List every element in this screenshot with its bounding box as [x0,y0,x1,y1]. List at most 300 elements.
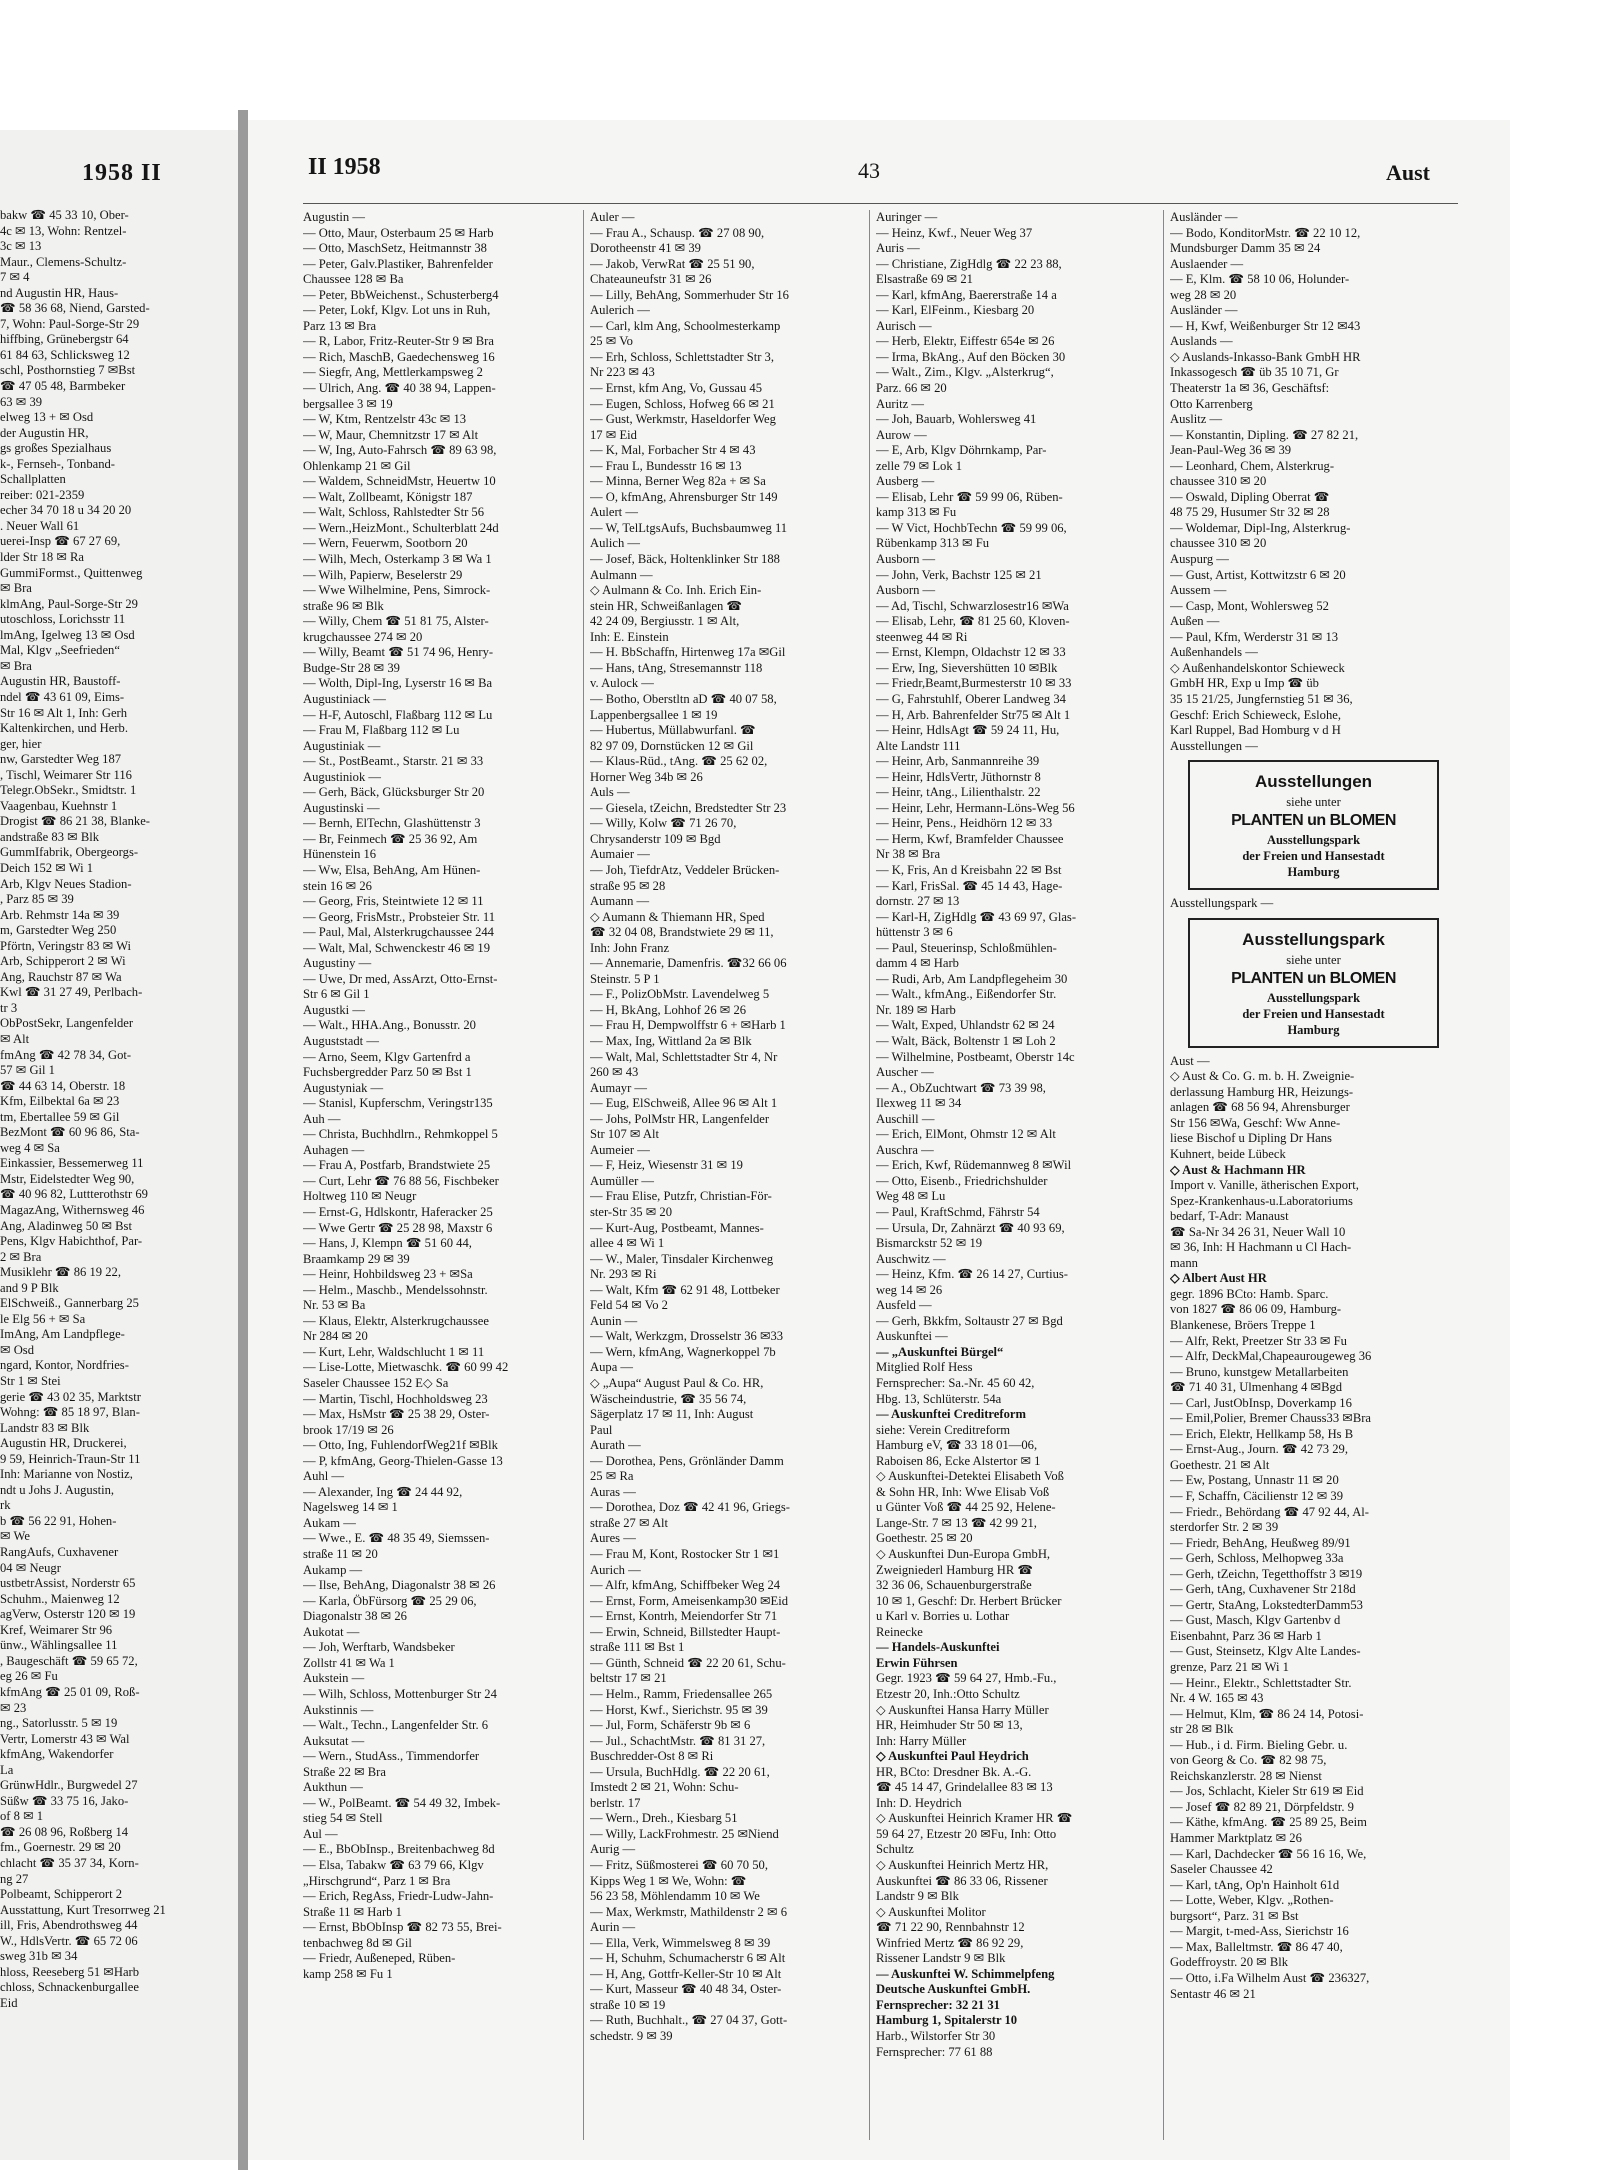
left-page-line: Polbeamt, Schipperort 2 [0,1887,123,1902]
directory-entry-line: Bismarckstr 52 ✉ 19 [876,1236,983,1251]
surname-heading: Aulmann — [590,567,653,582]
directory-entry-line: — Paul, Kfm, Werderstr 31 ✉ 13 [1170,629,1339,644]
directory-entry-line: — Bodo, KonditorMstr. ☎ 22 10 12, [1170,225,1361,240]
directory-entry-line: — F, Schaffn, Cäcilienstr 12 ✉ 39 [1170,1489,1344,1503]
directory-entry-line: Chrysanderstr 109 ✉ Bgd [590,831,721,846]
directory-entry-line: Nr. 189 ✉ Harb [876,1002,956,1017]
directory-entry-line: Buschredder-Ost 8 ✉ Ri [590,1749,714,1764]
directory-entry-line: — Stanisl, Kupferschm, Veringstr135 [303,1096,493,1111]
running-head: Aust [1386,160,1431,185]
directory-entry-line: steenweg 44 ✉ Ri [876,629,968,644]
directory-entry-line: von 1827 ☎ 86 06 09, Hamburg- [1170,1302,1342,1317]
notice-sub: Ausstellungspark [1266,833,1361,848]
surname-heading: Aumüller — [590,1173,655,1188]
directory-entry-line: von Georg & Co. ☎ 82 98 75, [1170,1753,1327,1768]
left-page-line: , Tischl, Weimarer Str 116 [0,767,132,782]
directory-entry-line: — Alfr, kfmAng, Schiffbeker Weg 24 [590,1578,781,1593]
left-page-line: echer 34 70 18 u 34 20 20 [0,503,132,518]
directory-entry-line: — F., PolizObMstr. Lavendelweg 5 [590,987,770,1002]
directory-entry-line: ☎ 71 40 31, Ulmenhang 4 ✉Bgd [1170,1380,1343,1395]
left-page-line: ndel ☎ 43 61 09, Eims- [0,689,125,704]
surname-heading: Auras — [590,1484,636,1499]
directory-entry-line: — W., PolBeamt. ☎ 54 49 32, Imbek- [303,1795,501,1810]
column-divider [583,210,584,2140]
directory-entry-line: Schultz [876,1842,914,1857]
directory-entry-line: — Botho, Oberstltn aD ☎ 40 07 58, [590,691,777,706]
directory-entry-line: kamp 258 ✉ Fu 1 [303,1966,393,1981]
column-divider [869,210,870,2140]
directory-entry-line: 35 15 21/25, Jungfernstieg 51 ✉ 36, [1170,691,1353,706]
directory-entry-line: — Gust, Steinsetz, Klgv Alte Landes- [1170,1644,1361,1659]
directory-entry-line: — Herb, Elektr, Eiffestr 654e ✉ 26 [876,334,1055,349]
directory-entry-line: — Erich, ElMont, Ohmstr 12 ✉ Alt [876,1127,1056,1142]
surname-heading: Auris — [876,241,920,256]
directory-entry-line: ◇ Auskunftei Molitor [876,1904,986,1919]
directory-entry-line: — Willy, Beamt ☎ 51 74 96, Henry- [303,645,494,660]
directory-entry-line: — Helm., Maschb., Mendelssohnstr. [303,1282,488,1297]
directory-entry-line: — Auskunftei Creditreform [876,1407,1026,1422]
left-page-line: RangAufs, Cuxhavener [0,1545,119,1560]
directory-entry-line: — Gertr, StaAng, LokstedterDamm53 [1170,1597,1363,1612]
left-page-line: ndt u Johs J. Augustin, [0,1482,115,1497]
directory-entry-line: Fernsprecher: 32 21 31 [876,1997,1000,2012]
directory-entry-line: ◇ Auskunftei Hansa Harry Müller [876,1702,1049,1717]
directory-entry-line: — Walt, Werkzgm, Drosselstr 36 ✉33 [590,1329,784,1344]
directory-entry-line: Fernsprecher: 77 61 88 [876,2044,993,2059]
directory-entry-line: — Walt, Mal, Schwenckestr 46 ✉ 19 [303,940,490,955]
directory-entry-line: Karl Ruppel, Bad Homburg v d H [1170,723,1341,738]
left-page-line: chloss, Schnackenburgallee [0,1980,139,1995]
directory-entry-line: Mundsburger Damm 35 ✉ 24 [1170,241,1321,256]
directory-entry-line: — Josef ☎ 82 89 21, Dörpfeldstr. 9 [1170,1799,1354,1814]
left-page-line: ger, hier [0,736,42,751]
directory-entry-line: Saseler Chaussee 42 [1170,1862,1273,1877]
directory-entry-line: Feld 54 ✉ Vo 2 [590,1298,668,1313]
directory-entry-line: — Wilhelmine, Postbeamt, Oberstr 14c [876,1049,1075,1064]
left-page-line: 7, Wohn: Paul-Sorge-Str 29 [0,316,140,331]
surname-heading: Augustiniok — [303,769,382,784]
surname-heading: Auler — [590,210,635,224]
directory-entry-line: — E, Arb, Klgv Döhrnkamp, Par- [876,443,1047,458]
directory-entry-line: — Peter, Lokf, Klgv. Lot uns in Ruh, [303,303,491,318]
left-page-line: weg 4 ✉ Sa [0,1140,60,1155]
directory-entry-line: — Ew, Postang, Unnastr 11 ✉ 20 [1170,1473,1339,1488]
directory-entry-line: Imstedt 2 ✉ 21, Wohn: Schu- [590,1780,739,1795]
left-page-line: 63 ✉ 39 [0,394,43,409]
directory-entry-line: 10 ✉ 1, Geschf: Dr. Herbert Brücker [876,1593,1062,1608]
directory-entry-line: — Walt, Exped, Uhlandstr 62 ✉ 24 [876,1018,1055,1033]
surname-heading: Augustiniack — [303,691,386,706]
left-page-line: eg 26 ✉ Fu [0,1669,58,1684]
directory-entry-line: — Frau Elise, Putzfr, Christian-För- [590,1189,772,1204]
directory-entry-line: Gegr. 1923 ☎ 59 64 27, Hmb.-Fu., [876,1671,1057,1686]
left-page-line: Kwl ☎ 31 27 49, Perlbach- [0,985,143,1000]
directory-entry-line: bedarf, T-Adr: Manaust [1170,1209,1289,1224]
surname-heading: Augustiniak — [303,738,381,753]
directory-entry-line: Parz. 66 ✉ 20 [876,381,947,396]
surname-heading: Aurath — [590,1438,641,1453]
directory-entry-line: Diagonalstr 38 ✉ 26 [303,1609,407,1624]
directory-entry-line: zelle 79 ✉ Lok 1 [876,458,963,473]
surname-heading: Auguststadt — [303,1033,379,1048]
left-page-line: nd Augustin HR, Haus- [0,285,119,300]
left-page-line: 4c ✉ 13, Wohn: Rentzel- [0,223,127,238]
surname-heading: Aukstinnis — [303,1702,374,1717]
directory-page [248,120,1510,2160]
directory-entry-line: Etzestr 20, Inh.:Otto Schultz [876,1686,1020,1701]
directory-entry-line: ◇ Auskunftei Heinrich Mertz HR, [876,1857,1049,1872]
directory-entry-line: — Friedr, BehAng, Heußweg 89/91 [1170,1535,1351,1550]
left-page-line: rk [0,1498,11,1513]
directory-entry-line: — Johs, PolMstr HR, Langenfelder [590,1111,770,1126]
directory-entry-line: — Wern, Feuerwm, Sootborn 20 [303,536,468,551]
directory-entry-line: — Karla, ÖbFürsorg ☎ 25 29 06, [303,1593,477,1608]
directory-entry-line: — Herm, Kwf, Bramfelder Chaussee [876,831,1064,846]
surname-heading: Auschwitz — [876,1251,946,1266]
directory-entry-line: — Ella, Verk, Wimmelsweg 8 ✉ 39 [590,1935,771,1950]
directory-column-2 [590,210,860,2045]
directory-entry-line: Goethestr. 21 ✉ Alt [1170,1457,1270,1472]
left-page-line: ☎ 26 08 96, Roßberg 14 [0,1824,129,1839]
left-page-line: . Neuer Wall 61 [0,518,80,533]
directory-entry-line: brook 17/19 ✉ 26 [303,1422,394,1437]
surname-heading: Aukotat — [303,1624,360,1639]
surname-heading: Auskunftei — [876,1329,948,1344]
directory-entry-line: 25 ✉ Ra [590,1469,634,1484]
directory-entry-line: ◇ Auskunftei Heinrich Kramer HR ☎ [876,1811,1073,1826]
surname-heading: Ausborn — [876,583,936,598]
notice-sub: der Freien und Hansestadt [1242,1006,1385,1021]
directory-entry-line: — Hans, J, Klempn ☎ 51 60 44, [303,1236,472,1251]
directory-entry-line: — Emil,Polier, Bremer Chauss33 ✉Bra [1170,1411,1372,1426]
left-page-line: k-, Fernseh-, Tonband- [0,456,116,471]
notice-title: Ausstellungen [1254,772,1373,792]
left-page-line: GrünwHdlr., Burgwedel 27 [0,1778,138,1793]
column-divider [1163,210,1164,2140]
directory-entry-line: — Ursula, Dr, Zahnärzt ☎ 40 93 69, [876,1220,1065,1235]
left-page-line: bakw ☎ 45 33 10, Ober- [0,208,129,222]
directory-entry-line: — Max, Balleltmstr. ☎ 86 47 40, [1170,1939,1343,1954]
directory-entry-line: — Curt, Lehr ☎ 76 88 56, Fischbeker [303,1173,499,1188]
directory-entry-line: straße 10 ✉ 19 [590,1997,666,2012]
left-page-line: Ang, Aladinweg 50 ✉ Bst [0,1218,132,1233]
directory-entry-line: — Otto, Ing, FuhlendorfWeg21f ✉Blk [303,1438,498,1453]
left-page-line: tr 3 [0,1000,18,1015]
directory-entry-line: Raboisen 86, Ecke Alstertor ✉ 1 [876,1453,1041,1468]
surname-heading: Außen — [1170,614,1220,629]
directory-entry-line: — Ulrich, Ang. ☎ 40 38 94, Lappen- [303,381,496,396]
directory-entry-line: — Eugen, Schloss, Hofweg 66 ✉ 21 [590,396,775,411]
left-page-line: Str 16 ✉ Alt 1, Inh: Gerh [0,705,128,720]
directory-entry-line: HR, BCto: Dresdner Bk. A.-G. [876,1764,1032,1779]
page-side-label: II 1958 [308,154,381,180]
directory-entry-line: 32 36 06, Schauenburgerstraße [876,1578,1032,1593]
directory-entry-line: — Fritz, Süßmosterei ☎ 60 70 50, [590,1857,768,1872]
directory-entry-line: — Erich, RegAss, Friedr-Ludw-Jahn- [303,1889,494,1904]
directory-entry-line: — Wwe Wilhelmine, Pens, Simrock- [303,583,491,598]
directory-entry-line: — Christa, Buchhdlrn., Rehmkoppel 5 [303,1127,498,1142]
directory-entry-line: Horner Weg 34b ✉ 26 [590,769,703,784]
directory-entry-line: Mitglied Rolf Hess [876,1360,973,1375]
directory-entry-line: — Gerh, Bäck, Glücksburger Str 20 [303,785,485,800]
directory-entry-line: ◇ Auslands-Inkasso-Bank GmbH HR [1170,349,1361,364]
directory-entry-line: ✉ 36, Inh: H Hachmann u Cl Hach- [1170,1240,1352,1255]
directory-entry-line: — F, Heiz, Wiesenstr 31 ✉ 19 [590,1158,743,1173]
directory-entry-line: — Christiane, ZigHdlg ☎ 22 23 88, [876,256,1062,271]
left-page-line: ElSchweiß., Gannerbarg 25 [0,1296,139,1311]
directory-entry-line: — Hans, tAng, Stresemannstr 118 [590,660,763,675]
directory-entry-line: — Heinr, Hohbildsweg 23 + ✉Sa [303,1267,473,1282]
left-page-line: gs großes Spezialhaus [0,441,112,456]
left-page-line: Arb. Rehmstr 14a ✉ 39 [0,907,120,922]
directory-entry-line: Zollstr 41 ✉ Wa 1 [303,1655,395,1670]
directory-entry-line: Inh: D. Heydrich [876,1795,962,1810]
left-page-line: ✉ Bra [0,658,32,673]
directory-entry-line: ◇ Albert Aust HR [1170,1271,1267,1286]
directory-entry-line: ◇ Aust & Co. G. m. b. H. Zweignie- [1170,1069,1355,1084]
directory-entry-line: — H, Ang, Gottfr-Keller-Str 10 ✉ Alt [590,1966,782,1981]
left-page-line: Kaltenkirchen, und Herb. [0,721,128,736]
left-page-line: Pens, Klgv Habichthof, Par- [0,1234,143,1249]
directory-entry-line: — Otto, Maur, Osterbaum 25 ✉ Harb [303,225,494,240]
directory-entry-line: — Eug, ElSchweiß, Allee 96 ✉ Alt 1 [590,1096,778,1111]
surname-heading: Auritz — [876,396,924,411]
directory-entry-line: — Gust, Artist, Kottwitzstr 6 ✉ 20 [1170,567,1346,582]
directory-entry-line: Inh: Harry Müller [876,1733,967,1748]
directory-entry-line: Straße 22 ✉ Bra [303,1764,386,1779]
directory-entry-line: — Ernst, Form, Ameisenkamp30 ✉Eid [590,1593,789,1608]
directory-entry-line: dornstr. 27 ✉ 13 [876,894,960,909]
directory-entry-line: — Konstantin, Dipling. ☎ 27 82 21, [1170,427,1359,442]
surname-heading: Aukam — [303,1515,356,1530]
directory-entry-line: Eisenbahnt, Parz 36 ✉ Harb 1 [1170,1628,1322,1643]
left-page-line: MagazAng, Withernsweg 46 [0,1203,145,1217]
surname-heading: Aurisch — [876,318,932,333]
directory-entry-line: Spez-Krankenhaus-u.Laboratoriums [1170,1193,1353,1208]
directory-entry-line: — Walt, Zollbeamt, Königstr 187 [303,489,473,504]
directory-entry-line: — G, Fahrstuhlf, Oberer Landweg 34 [876,691,1066,706]
directory-entry-line: Nr. 53 ✉ Ba [303,1298,366,1313]
directory-entry-line: — P, kfmAng, Georg-Thielen-Gasse 13 [303,1453,503,1468]
directory-entry-line: 17 ✉ Eid [590,427,637,442]
directory-entry-line: — Elsa, Tabakw ☎ 63 79 66, Klgv [303,1857,484,1872]
left-page-line: Pförtn, Veringstr 83 ✉ Wi [0,938,131,953]
directory-entry-line: Lange-Str. 7 ✉ 13 ☎ 42 99 21, [876,1515,1037,1530]
directory-entry-line: ◇ Außenhandelskontor Schieweck [1170,660,1345,675]
directory-entry-line: — Walt, Mal, Schlettstadter Str 4, Nr [590,1049,778,1064]
directory-entry-line: — Georg, Fris, Steintwiete 12 ✉ 11 [303,894,484,909]
directory-entry-line: burgsort“, Parz. 31 ✉ Bst [1170,1908,1299,1923]
directory-entry-line: — Margit, t-med-Ass, Sierichstr 16 [1170,1924,1349,1939]
left-page-line: uerei-Insp ☎ 67 27 69, [0,534,121,549]
directory-entry-line: — St., PostBeamt., Starstr. 21 ✉ 33 [303,754,484,769]
directory-entry-line: — Friedr,Beamt,Burmesterstr 10 ✉ 33 [876,676,1072,691]
surname-heading: Aulich — [590,536,641,551]
surname-heading: Auh — [303,1111,341,1126]
directory-entry-line: Reichskanzlerstr. 28 ✉ Nienst [1170,1768,1322,1783]
left-page-line: le Elg 56 + ✉ Sa [0,1311,86,1326]
left-page-line: ☎ 47 05 48, Barmbeker [0,379,126,394]
surname-heading: Ausstellungspark — [1170,896,1274,911]
directory-entry-line: — Joh, Werftarb, Wandsbeker [303,1640,455,1655]
directory-entry-line: — Walt, Schloss, Rahlstedter Str 56 [303,505,485,520]
directory-entry-line: — Erh, Schloss, Schlettstadter Str 3, [590,349,774,364]
directory-entry-line: — Waldem, SchneidMstr, Heuertw 10 [303,474,496,489]
directory-entry-line: Steinstr. 5 P 1 [590,971,660,986]
directory-entry-line: — Auskunftei W. Schimmelpfeng [876,1966,1055,1981]
left-page-line: 57 ✉ Gil 1 [0,1063,55,1078]
directory-entry-line: — Karl, tAng, Op'n Hainholt 61d [1170,1877,1340,1892]
surname-heading: Augustiny — [303,956,372,971]
surname-heading: Auspurg — [1170,552,1229,567]
left-page-line: gerie ☎ 43 02 35, Marktstr [0,1389,141,1404]
directory-entry-line: — O, kfmAng, Ahrensburger Str 149 [590,489,778,504]
directory-entry-line: — Käthe, kfmAng. ☎ 25 89 25, Beim [1170,1815,1367,1830]
directory-entry-line: — W., Maler, Tinsdaler Kirchenweg [590,1251,774,1266]
left-page-line: and 9 P Blk [0,1280,59,1295]
directory-entry-line: Erwin Führsen [876,1655,958,1670]
left-page-line: Eid [0,1995,18,2010]
directory-entry-line: — Kurt, Masseur ☎ 40 48 34, Oster- [590,1982,782,1997]
left-page-line: sweg 31b ✉ 34 [0,1949,78,1964]
directory-entry-line: sterdorfer Str. 2 ✉ 39 [1170,1520,1279,1535]
directory-entry-line: — Josef, Bäck, Holtenklinker Str 188 [590,552,780,567]
directory-entry-line: Str 107 ✉ Alt [590,1127,659,1142]
surname-heading: Auhl — [303,1469,344,1484]
left-page-line: Kref, Weimarer Str 96 [0,1622,113,1637]
directory-column-3 [876,210,1146,2060]
left-page-line: ✉ We [0,1529,30,1544]
directory-entry-line: — W, Ktm, Rentzelstr 43c ✉ 13 [303,412,467,427]
surname-heading: Ausberg — [876,474,935,489]
directory-entry-line: 59 64 27, Etzestr 20 ✉Fu, Inh: Otto [876,1826,1057,1841]
directory-entry-line: Str 6 ✉ Gil 1 [303,987,370,1002]
left-page-line: chlacht ☎ 35 37 34, Korn- [0,1855,139,1870]
directory-entry-line: — Helmut, Klm, ☎ 86 24 14, Potosi- [1170,1706,1364,1721]
directory-entry-line: — Ilse, BehAng, Diagonalstr 38 ✉ 26 [303,1578,496,1593]
left-page-line: fmAng ☎ 42 78 34, Got- [0,1047,132,1062]
directory-entry-line: — Ernst, BbObInsp ☎ 82 73 55, Brei- [303,1920,502,1935]
left-page-line: fm., Goernestr. 29 ✉ 20 [0,1840,121,1855]
directory-entry-line: — Frau M, Kont, Rostocker Str 1 ✉1 [590,1547,780,1562]
page-number: 43 [858,158,880,183]
directory-entry-line: — H, BkAng, Lohhof 26 ✉ 26 [590,1002,747,1017]
directory-entry-line: Saseler Chaussee 152 E◇ Sa [303,1376,449,1391]
directory-entry-line: kamp 313 ✉ Fu [876,505,957,520]
directory-entry-line: Dorotheenstr 41 ✉ 39 [590,241,701,256]
left-page-line: Inh: Marianne von Nostiz, [0,1467,133,1482]
directory-entry-line: Landstr 9 ✉ Blk [876,1889,959,1904]
directory-entry-line: — Max, Ing, Wittland 2a ✉ Blk [590,1033,752,1048]
directory-entry-line: — Bruno, kunstgew Metallarbeiten [1170,1364,1349,1379]
directory-entry-line: liese Bischof u Dipling Dr Hans [1170,1131,1332,1146]
left-page-line: 2 ✉ Bra [0,1249,42,1264]
directory-entry-line: Braamkamp 29 ✉ 39 [303,1251,410,1266]
directory-entry-line: — Erich, Kwf, Rüdemannweg 8 ✉Wil [876,1158,1072,1173]
directory-entry-line: — Wwe., E. ☎ 48 35 49, Siemssen- [303,1531,490,1546]
left-page-line: kfmAng, Wakendorfer [0,1747,114,1762]
surname-heading: Auls — [590,785,630,800]
directory-entry-line: — Gerh, Bkkfm, Soltaustr 27 ✉ Bgd [876,1313,1063,1328]
left-page-line: ☎ 40 96 82, Luttterothstr 69 [0,1187,148,1202]
left-page-column [0,208,232,2011]
surname-heading: Auschill — [876,1111,935,1126]
directory-entry-line: — Hubertus, Müllabwurfanl. ☎ [590,723,756,738]
directory-entry-line: stein 16 ✉ 26 [303,878,372,893]
notice-sub: der Freien und Hansestadt [1242,849,1385,864]
left-page-line: 9 59, Heinrich-Traun-Str 11 [0,1451,141,1466]
directory-entry-line: — Wern., Dreh., Kiesbarg 51 [590,1811,738,1826]
directory-entry-line: — Frau A, Postfarb, Brandstwiete 25 [303,1158,491,1173]
left-page-line: andstraße 83 ✉ Blk [0,829,100,844]
left-page-line: agVerw, Osterstr 120 ✉ 19 [0,1607,136,1622]
directory-entry-line: ◇ Aumann & Thiemann HR, Sped [590,909,765,924]
directory-entry-line: — Wern.,HeizMont., Schulterblatt 24d [303,520,499,535]
left-page-line: GummIfabrik, Obergeorgs- [0,845,139,860]
directory-entry-line: & Sohn HR, Inh: Wwe Elisab Voß [876,1484,1050,1499]
notice-sub: Hamburg [1287,1022,1340,1037]
left-page-line: ünw., Wählingsallee 11 [0,1638,118,1653]
directory-entry-line: Hünenstein 16 [303,847,377,862]
surname-heading: Auschra — [876,1142,934,1157]
directory-entry-line: Nr 223 ✉ 43 [590,365,655,380]
directory-entry-line: — Karl, ElFeinm., Kiesbarg 20 [876,303,1035,318]
directory-entry-line: Kipps Weg 1 ✉ We, Wohn: ☎ [590,1873,747,1888]
directory-entry-line: straße 27 ✉ Alt [590,1515,669,1530]
directory-entry-line: stein HR, Schweißanlagen ☎ [590,598,743,613]
directory-entry-line: — H, Kwf, Weißenburger Str 12 ✉43 [1170,318,1361,333]
directory-entry-line: grenze, Parz 21 ✉ Wi 1 [1170,1660,1289,1675]
directory-entry-line: — Otto, MaschSetz, Heitmannstr 38 [303,241,487,256]
left-page-line: La [0,1762,14,1777]
directory-column-1 [303,210,573,1982]
directory-entry-line: ☎ 45 14 47, Grindelallee 83 ✉ 13 [876,1780,1053,1795]
directory-entry-line: berlstr. 17 [590,1795,641,1810]
directory-entry-line: — Heinr, tAng., Lilienthalstr. 22 [876,785,1041,800]
directory-entry-line: — Ad, Tischl, Schwarzlosestr16 ✉Wa [876,598,1069,613]
directory-entry-line: Nr 284 ✉ 20 [303,1329,368,1344]
left-page-line: Kfm, Eilbektal 6a ✉ 23 [0,1094,120,1109]
directory-entry-line: — Karl-H, ZigHdlg ☎ 43 69 97, Glas- [876,909,1077,924]
directory-entry-line: — H, Schuhm, Schumacherstr 6 ✉ Alt [590,1951,786,1966]
directory-entry-line: — Jos, Schlacht, Kieler Str 619 ✉ Eid [1170,1784,1364,1799]
directory-entry-line: — K, Mal, Forbacher Str 4 ✉ 43 [590,443,756,458]
notice-sub: Ausstellungspark [1266,990,1361,1005]
directory-entry-line: — Elisab, Lehr, ☎ 81 25 60, Kloven- [876,614,1070,629]
directory-entry-line: allee 4 ✉ Wi 1 [590,1236,665,1251]
directory-entry-line: — Klaus, Elektr, Alsterkrugchaussee [303,1313,489,1328]
surname-heading: Aussem — [1170,583,1227,598]
left-page-fragment [0,130,240,2160]
surname-heading: Aumann — [590,894,650,909]
directory-entry-line: Parz 13 ✉ Bra [303,318,377,333]
surname-heading: Außenhandels — [1170,645,1258,660]
left-page-line: Telegr.ObSekr., Smidtstr. 1 [0,783,137,798]
directory-entry-line: — Lise-Lotte, Mietwaschk. ☎ 60 99 42 [303,1360,509,1375]
left-page-line: m, Garstedter Weg 250 [0,923,117,938]
left-page-line: 7 ✉ 4 [0,270,30,285]
directory-entry-line: derlassung Hamburg HR, Heizungs- [1170,1084,1354,1099]
directory-entry-line: Auskunftei ☎ 86 33 06, Rissener [876,1873,1048,1888]
directory-entry-line: — Alexander, Ing ☎ 24 44 92, [303,1484,463,1499]
surname-heading: Auscher — [876,1065,934,1080]
directory-entry-line: Budge-Str 28 ✉ 39 [303,660,400,675]
surname-heading: Ausfeld — [876,1298,932,1313]
directory-entry-line: — Gerh, tZeichn, Tegetthoffstr 3 ✉19 [1170,1566,1363,1581]
directory-entry-line: — W Vict, HochbTechn ☎ 59 99 06, [876,520,1067,535]
left-page-line: kfmAng ☎ 25 01 09, Roß- [0,1684,140,1699]
surname-heading: Aumaier — [590,847,650,862]
